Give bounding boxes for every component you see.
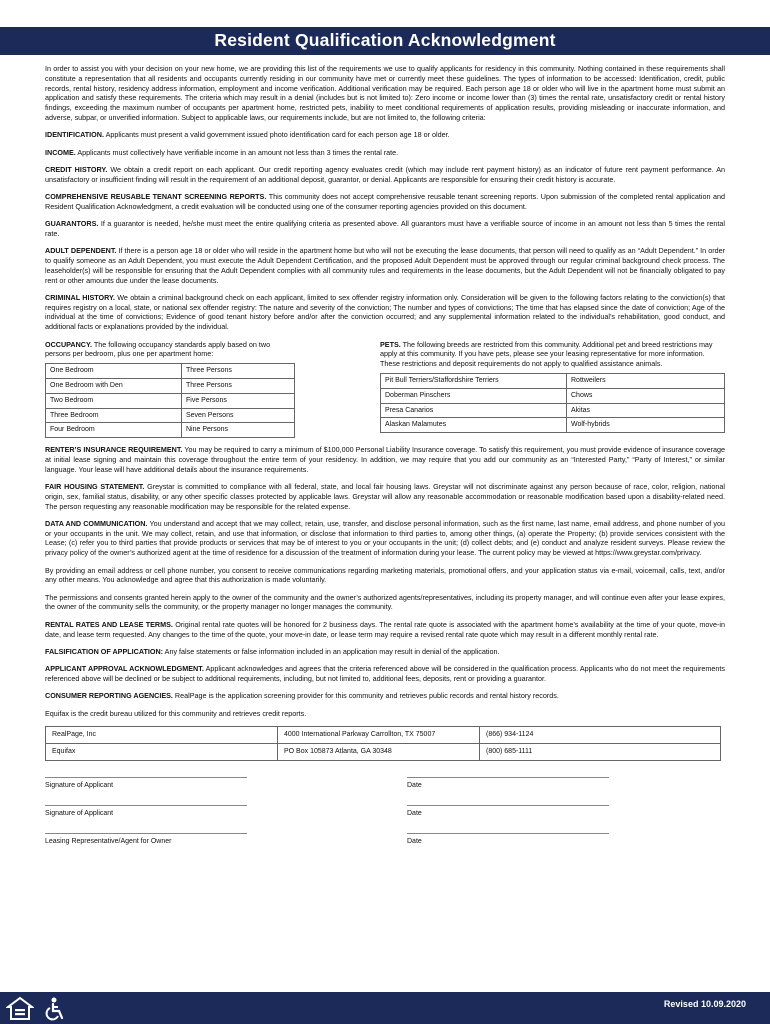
table-cell: Three Persons: [182, 378, 295, 393]
section-heading: FALSIFICATION OF APPLICATION:: [45, 646, 164, 656]
table-cell: Doberman Pinschers: [381, 388, 567, 403]
occupancy-pets-row: [45, 340, 725, 439]
signature-line: [45, 777, 247, 778]
table-cell: Seven Persons: [182, 408, 295, 423]
date-line: [407, 777, 609, 778]
section-body: Applicants must collectively have verifiable income in an amount not less than 3 times the rental rate.: [77, 147, 399, 157]
signature-row: [45, 805, 725, 833]
signature-area: [45, 777, 725, 861]
table-row: [46, 364, 295, 379]
section-heading: ADULT DEPENDENT.: [45, 246, 117, 256]
section-body: The permissions and consents granted herein apply to the owner of the community and the owner’s authorized agents/representatives, including its property manager, and will continue even after your lease expires, the owner of the community sells the community, or the property manager no longer manages the community.: [45, 592, 725, 612]
table-row: [46, 378, 295, 393]
signature-line: [45, 805, 247, 806]
section-body: Applicants must present a valid government issued photo identification card for each person age 18 or older.: [105, 130, 450, 140]
section-body: We obtain a criminal background check on each applicant, limited to sex offender registry information only. Consideration will be given to the following factors relating to the conviction(s) that requires registry on a local, state, or national sex offender registry: The nature and severity of the conviction; The number and types of convictions; The time that has elapsed since the date of conviction; Age of the individual at the time of convictions; Evidence of good tenant history before and/or after the conviction occurred; and any supplemental information related to the individual’s rehabilitation, good conduct, and additional facts or explanations provided by the individual.: [45, 292, 725, 332]
page-title: Resident Qualification Acknowledgment: [214, 30, 556, 50]
section-paragraph: [45, 165, 725, 185]
occupancy-heading: OCCUPANCY.: [45, 339, 92, 349]
table-cell: (800) 685-1111: [480, 743, 721, 760]
table-cell: PO Box 105873 Atlanta, GA 30348: [278, 743, 480, 760]
section-body: Any false statements or false information included in an application may result in denial of the application.: [164, 646, 500, 656]
section-paragraph: [45, 709, 725, 719]
table-row: [381, 388, 725, 403]
additional-sections: [45, 445, 725, 718]
pets-body: The following breeds are restricted from this community. Additional pet and breed restrictions may apply at this community. If you have pets, please see your leasing representative for more information. These restrictions and deposit requirements do not apply to qualified assistance animals.: [380, 339, 713, 369]
date-label: Date: [407, 837, 422, 845]
section-heading: CRIMINAL HISTORY.: [45, 292, 116, 302]
table-cell: RealPage, Inc: [46, 726, 278, 743]
table-cell: One Bedroom with Den: [46, 378, 182, 393]
signature-block: [45, 805, 247, 819]
table-cell: Akitas: [567, 403, 725, 418]
section-heading: FAIR HOUSING STATEMENT.: [45, 482, 145, 491]
table-row: [46, 726, 721, 743]
section-body: Original rental rate quotes will be honored for 2 business days. The rental rate quote is associated with the apartment home’s availability at the time of your quote, move-in date, and lease term requested. Any changes to the time of the quote, your move-in date, or lease term may require a revised rental rate quote which may result in a different monthly rental rate.: [45, 619, 725, 639]
signature-block: [45, 833, 247, 847]
section-paragraph: [45, 219, 725, 239]
section-body: Greystar is committed to compliance with all federal, state, and local fair housing laws. Greystar will not discriminate against any person because of race, color, religion, national origin, sex, familial status, disability, or any other specific classes protected by applicable laws. Greystar will allow any reasonable accommodation or reasonable modification based upon a disability-related need. The person requesting any reasonable modification may be responsible for the related expense.: [45, 482, 726, 511]
table-cell: Nine Persons: [182, 423, 295, 438]
section-paragraph: [45, 246, 725, 285]
signature-label: Signature of Applicant: [45, 781, 114, 789]
section-body: If there is a person age 18 or older who will reside in the apartment home but who will not be executing the lease documents, that person will need to qualify as an “Adult Dependent.” In order to qualify someone as an Adult Dependent, you must execute the Adult Dependent Certification, and the proposed Adult Dependent must be approved through our regular criminal background check process. The leaseholder(s) will be responsible for ensuring that the Adult Dependent complies with all community rules and requirements in the lease documents, but the Adult Dependent will not be financially obligated to pay rent or other amounts due under the lease documents.: [45, 246, 726, 285]
section-paragraph: [45, 691, 725, 701]
section-paragraph: [45, 293, 725, 332]
signature-row: [45, 833, 725, 861]
pets-text: [380, 340, 725, 369]
section-paragraph: [45, 566, 725, 586]
table-cell: Three Persons: [182, 364, 295, 379]
table-row: [46, 743, 721, 760]
table-cell: Chows: [567, 388, 725, 403]
table-row: [46, 393, 295, 408]
section-heading: DATA AND COMMUNICATION.: [45, 518, 148, 528]
table-cell: Pit Bull Terriers/Staffordshire Terriers: [381, 373, 567, 388]
table-row: [46, 408, 295, 423]
signature-label: Leasing Representative/Agent for Owner: [45, 837, 172, 845]
footer-band: [0, 992, 770, 1024]
section-heading: CONSUMER REPORTING AGENCIES.: [45, 691, 173, 701]
table-cell: 4000 International Parkway Carrollton, TX 75007: [278, 726, 480, 743]
section-paragraph: [45, 130, 725, 140]
section-body: Applicant acknowledges and agrees that the criteria referenced above will be considered in the qualification process. Applicants who do not meet the requirements referenced above will be declined or be subject to additional requirements, including, but not limited to, additional fees, deposits, rent or providing a guarantor.: [45, 664, 725, 683]
signature-line: [45, 833, 247, 834]
section-paragraph: [45, 148, 725, 158]
criteria-sections: [45, 130, 725, 332]
table-cell: Five Persons: [182, 393, 295, 408]
footer-logos: [6, 996, 68, 1022]
signature-row: [45, 777, 725, 805]
date-line: [407, 805, 609, 806]
section-body: RealPage is the application screening provider for this community and retrieves public records and rental history records.: [174, 691, 559, 701]
section-body: We obtain a credit report on each applicant. Our credit reporting agency evaluates credit (which may include rent payment history) as an indicator of future rent payment performance. An unsatisfactory or insufficient finding will result in the requirement of an additional deposit, guarantor, or denial. Applicants are responsible for ensuring their credit history is accurate.: [45, 164, 726, 184]
table-cell: (866) 934-1124: [480, 726, 721, 743]
occupancy-text: [45, 340, 295, 360]
date-block: [407, 833, 609, 847]
date-label: Date: [407, 809, 422, 817]
section-paragraph: [45, 445, 725, 474]
section-paragraph: [45, 192, 725, 212]
intro-paragraph: In order to assist you with your decision on your new home, we are providing this list of the requirements we use to qualify applicants for residency in this community. Nothing contained in these requirements shall constitute a representation that all residents and occupants currently residing in our community have met or currently meet these guidelines. The types of information to be accessed: Identification, credit, public records, rental history, residency address information, employment and income verification. Additional verification may be required. Each person age 18 or older who will live in the apartment home must submit an application and satisfy these requirements. The criteria which may result in a denial (includes but is not limited to): Zero income or income lower than (3) times the rental rate, unsatisfactory credit or rental history findings, exceeding the maximum number of occupants per apartment home, restricted pets, inability to meet conditional requirements of application results, providing misleading or inaccurate information, and adverse, subpar, or unverified information. Subject to applicable laws, our requirements include, but are not limited to, the following criteria:: [45, 64, 725, 122]
section-heading: COMPREHENSIVE REUSABLE TENANT SCREENING REPORTS.: [45, 191, 267, 201]
section-paragraph: [45, 593, 725, 613]
table-cell: Rottweilers: [567, 373, 725, 388]
occupancy-body: The following occupancy standards apply based on two persons per bedroom, plus one per apartment home:: [45, 339, 271, 359]
date-block: [407, 805, 609, 819]
document-body: [45, 64, 725, 861]
table-cell: Equifax: [46, 743, 278, 760]
restricted-breeds-table: [380, 373, 725, 433]
occupancy-section: [45, 340, 295, 439]
table-row: [381, 373, 725, 388]
section-paragraph: [45, 664, 725, 684]
section-heading: IDENTIFICATION.: [45, 130, 104, 140]
table-cell: Two Bedroom: [46, 393, 182, 408]
date-label: Date: [407, 781, 422, 789]
table-cell: Three Bedroom: [46, 408, 182, 423]
section-heading: APPLICANT APPROVAL ACKNOWLEDGMENT.: [45, 664, 204, 674]
table-cell: Four Bedroom: [46, 423, 182, 438]
section-body: If a guarantor is needed, he/she must meet the entire qualifying criteria as presented above. All guarantors must have a verifiable source of income in an amount not less than 5 times the rental rate.: [45, 219, 726, 238]
section-paragraph: [45, 519, 725, 558]
section-body: This community does not accept comprehensive reusable tenant screening reports. Upon submission of the completed rental application and Resident Qualification Acknowledgment, a credit evaluation will be conducted using one of the consumer reporting agencies provided on this document.: [45, 191, 725, 211]
section-body: By providing an email address or cell phone number, you consent to receive communications regarding marketing materials, promotional offers, and your application status via e-mail, voicemail, calls, text, and/or any other means. You acknowledge and agree that this authorization is made voluntarily.: [45, 565, 725, 585]
section-heading: GUARANTORS.: [45, 219, 99, 229]
table-cell: Presa Canarios: [381, 403, 567, 418]
table-cell: Wolf-hybrids: [567, 418, 725, 433]
section-body: You may be required to carry a minimum of $100,000 Personal Liability Insurance coverage. To satisfy this requirement, you must provide evidence of insurance coverage at initial lease signing and maintain this coverage throughout the entire term of your residency. In addition, we may require that you add our community as an “Interested Party,” “Party of Interest,” or similar language. Your lease will have additional details about the insurance requirements.: [45, 445, 725, 474]
section-body: You understand and accept that we may collect, retain, use, transfer, and disclose personal information, such as the first name, last name, email address, and phone number of you or your occupants in the unit. We may collect, retain, and use that information, or disclose that information to third parties to, among other things, (a) operate the Property; (b) provide services consistent with the Lease; (c) refer you to third parties that provide products or services that may be of interest to you or your occupants in the unit; (d) collect debts; and (e) conduct and analyze resident surveys. Please review the privacy policy of the owner’s authorized agent at the time of residence for a discussion of the treatment of information during your lease. The current policy may be viewed at https://www.greystar.com/privacy.: [45, 518, 725, 558]
equal-housing-icon: [6, 996, 34, 1022]
section-heading: CREDIT HISTORY.: [45, 164, 108, 174]
table-row: [46, 423, 295, 438]
pets-section: [380, 340, 725, 439]
date-block: [407, 777, 609, 791]
section-paragraph: [45, 647, 725, 657]
section-heading: RENTAL RATES AND LEASE TERMS.: [45, 619, 173, 629]
section-heading: INCOME.: [45, 147, 76, 157]
section-paragraph: [45, 482, 725, 511]
section-body: Equifax is the credit bureau utilized for this community and retrieves credit reports.: [45, 708, 307, 718]
date-line: [407, 833, 609, 834]
accessibility-icon: [42, 996, 68, 1022]
pets-heading: PETS.: [380, 339, 401, 349]
table-cell: One Bedroom: [46, 364, 182, 379]
occupancy-table: [45, 363, 295, 438]
section-paragraph: [45, 620, 725, 640]
agencies-table: [45, 726, 721, 761]
table-row: [381, 403, 725, 418]
table-cell: Alaskan Malamutes: [381, 418, 567, 433]
revision-date: Revised 10.09.2020: [663, 999, 746, 1009]
table-row: [381, 418, 725, 433]
signature-label: Signature of Applicant: [45, 809, 114, 817]
signature-block: [45, 777, 247, 791]
section-heading: RENTER’S INSURANCE REQUIREMENT.: [45, 445, 183, 455]
